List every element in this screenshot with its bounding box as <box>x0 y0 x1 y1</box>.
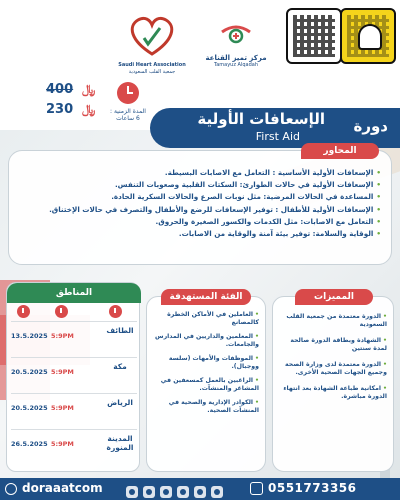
table-row <box>11 393 137 429</box>
bullet-icon: • <box>376 204 381 214</box>
axes-list <box>17 167 381 240</box>
region-time: 5:9PM <box>51 440 74 448</box>
qr-code[interactable] <box>286 8 342 64</box>
instagram-icon[interactable] <box>160 486 172 498</box>
list-item: •التعامل مع الاصابات: مثل الكدمات والكسور الصغيرة والحروق. <box>155 216 381 226</box>
list-item: •الراغبين بالعمل كمسعفين في المشاغر والمنشآت. <box>160 377 259 392</box>
list-item: •الكوادر الإدارية والصحية في المنشآت الصحية. <box>168 399 259 414</box>
bullet-icon: • <box>376 192 381 202</box>
region-city: الطائف <box>106 326 134 335</box>
bullet-icon: • <box>255 377 259 384</box>
regions-card <box>6 282 140 472</box>
table-row <box>11 429 137 465</box>
region-date: 13.5.2025 <box>11 332 48 340</box>
list-item: •الشهادة وبطاقة الدورة صالحة لمدة سنتين <box>290 337 387 352</box>
tiktok-icon[interactable] <box>211 486 223 498</box>
bullet-icon: • <box>376 168 381 177</box>
footer-bar <box>0 478 400 500</box>
region-date: 26.5.2025 <box>11 440 48 448</box>
social-icons <box>126 483 228 495</box>
axes-heading: المحاور <box>301 143 379 159</box>
saudi-heart-logo <box>110 14 194 86</box>
target-audience-card <box>146 292 266 472</box>
phone-number[interactable]: 0551773356 <box>268 481 357 495</box>
list-item: •الموظفات والأمهات (سلسة ووجبال). <box>168 355 259 370</box>
old-price: 400 <box>46 82 74 97</box>
target-list <box>151 311 259 421</box>
bullet-icon: • <box>376 229 381 239</box>
list-item: •العاملين في الأماكن الخطرة كالمصانع <box>167 311 259 326</box>
region-time: 5:9PM <box>51 404 74 412</box>
tamayuz-logo-arabic: مركز تميز القناعة <box>205 54 267 62</box>
features-list <box>277 313 387 409</box>
youtube-icon[interactable] <box>194 486 206 498</box>
tamayuz-emblem-icon <box>216 20 256 50</box>
list-item: •امكانية طباعة الشهادة بعد انتهاء الدورة مباشرة. <box>283 385 387 400</box>
region-city: الرياض <box>107 398 133 407</box>
course-label: دورة <box>353 117 388 135</box>
saudi-heart-arabic: جمعية القلب السعودية <box>128 69 176 75</box>
snapchat-ghost-icon <box>358 24 382 50</box>
calendar-icon <box>17 305 30 318</box>
duration-label: المدة الزمنية : <box>110 108 146 115</box>
bullet-icon: • <box>383 385 387 392</box>
region-time: 5:9PM <box>51 368 74 376</box>
column-icons <box>11 305 137 319</box>
bullet-icon: • <box>255 311 259 318</box>
clock-icon <box>117 82 139 104</box>
bullet-icon: • <box>376 180 381 190</box>
list-item: •الوقاية والسلامة: توفير بيئة آمنة والوقاية من الاصابات. <box>178 229 381 239</box>
saudi-heart-english: Saudi Heart Association <box>118 62 186 68</box>
axes-panel <box>8 146 392 265</box>
telegram-icon[interactable] <box>126 486 138 498</box>
snapchat-qr-code[interactable] <box>340 8 396 64</box>
region-city: مكة <box>113 362 127 371</box>
list-item: •الإسعافات الأولية الأساسية : التعامل مع الاصابات البسيطة. <box>164 168 381 177</box>
region-city: المدينة المنورة <box>106 434 134 452</box>
list-item: •المساعدة في الحالات المرضية: مثل نوبات الصرع والحالات السكرية الحادة. <box>111 192 381 202</box>
riyal-icon: ﷼ <box>82 82 96 96</box>
bullet-icon: • <box>383 361 387 368</box>
features-heading: المميزات <box>295 289 373 305</box>
list-item: •الإسعافات الأولية في حالات الطوارئ: السكتات القلبية وصعوبات التنفس. <box>114 180 381 190</box>
location-pin-icon <box>109 305 122 318</box>
x-icon[interactable] <box>143 486 155 498</box>
target-heading: الفئة المستهدفة <box>161 289 251 305</box>
list-item: •المعلمين والداريين في المدارس والجامعات. <box>155 333 259 348</box>
bullet-icon: • <box>383 337 387 344</box>
duration-value: 6 ساعات <box>116 115 140 122</box>
heart-icon <box>126 14 178 58</box>
riyal-icon: ﷼ <box>82 102 96 116</box>
course-title-english: First Aid <box>255 130 300 143</box>
features-card <box>272 292 394 472</box>
duration-block <box>106 82 150 122</box>
region-time: 5:9PM <box>51 332 74 340</box>
website-link[interactable]: doraaatcom <box>22 481 103 495</box>
price-block <box>6 80 146 140</box>
table-row <box>11 321 137 357</box>
globe-icon <box>5 483 17 495</box>
snapchat-icon[interactable] <box>177 486 189 498</box>
bullet-icon: • <box>383 313 387 320</box>
table-row <box>11 357 137 393</box>
tamayuz-logo <box>200 20 272 78</box>
clock-icon <box>55 305 68 318</box>
course-title-arabic: الإسعافات الأولية <box>197 110 325 128</box>
course-title-bar <box>150 108 400 148</box>
region-date: 20.5.2025 <box>11 368 48 376</box>
region-date: 20.5.2025 <box>11 404 48 412</box>
tamayuz-logo-english: Tamayuz Alqadah <box>213 62 259 68</box>
list-item: •الدورة معتمدة من جمعية القلب السعودية <box>286 313 387 328</box>
bullet-icon: • <box>255 355 259 362</box>
bullet-icon: • <box>376 216 381 226</box>
bullet-icon: • <box>255 333 259 340</box>
list-item: •الإسعافات الأولية للأطفال : توفير الإسعافات للرضع والأطفال والتصرف في حالات الإختناق. <box>49 204 381 214</box>
list-item: •الدورة معتمدة لدى وزارة الصحة وجميع الجهات الصحية الأخرى. <box>285 361 387 376</box>
regions-heading: المناطق <box>7 283 141 303</box>
new-price: 230 <box>46 102 74 117</box>
whatsapp-icon[interactable] <box>250 482 263 495</box>
bullet-icon: • <box>255 399 259 406</box>
